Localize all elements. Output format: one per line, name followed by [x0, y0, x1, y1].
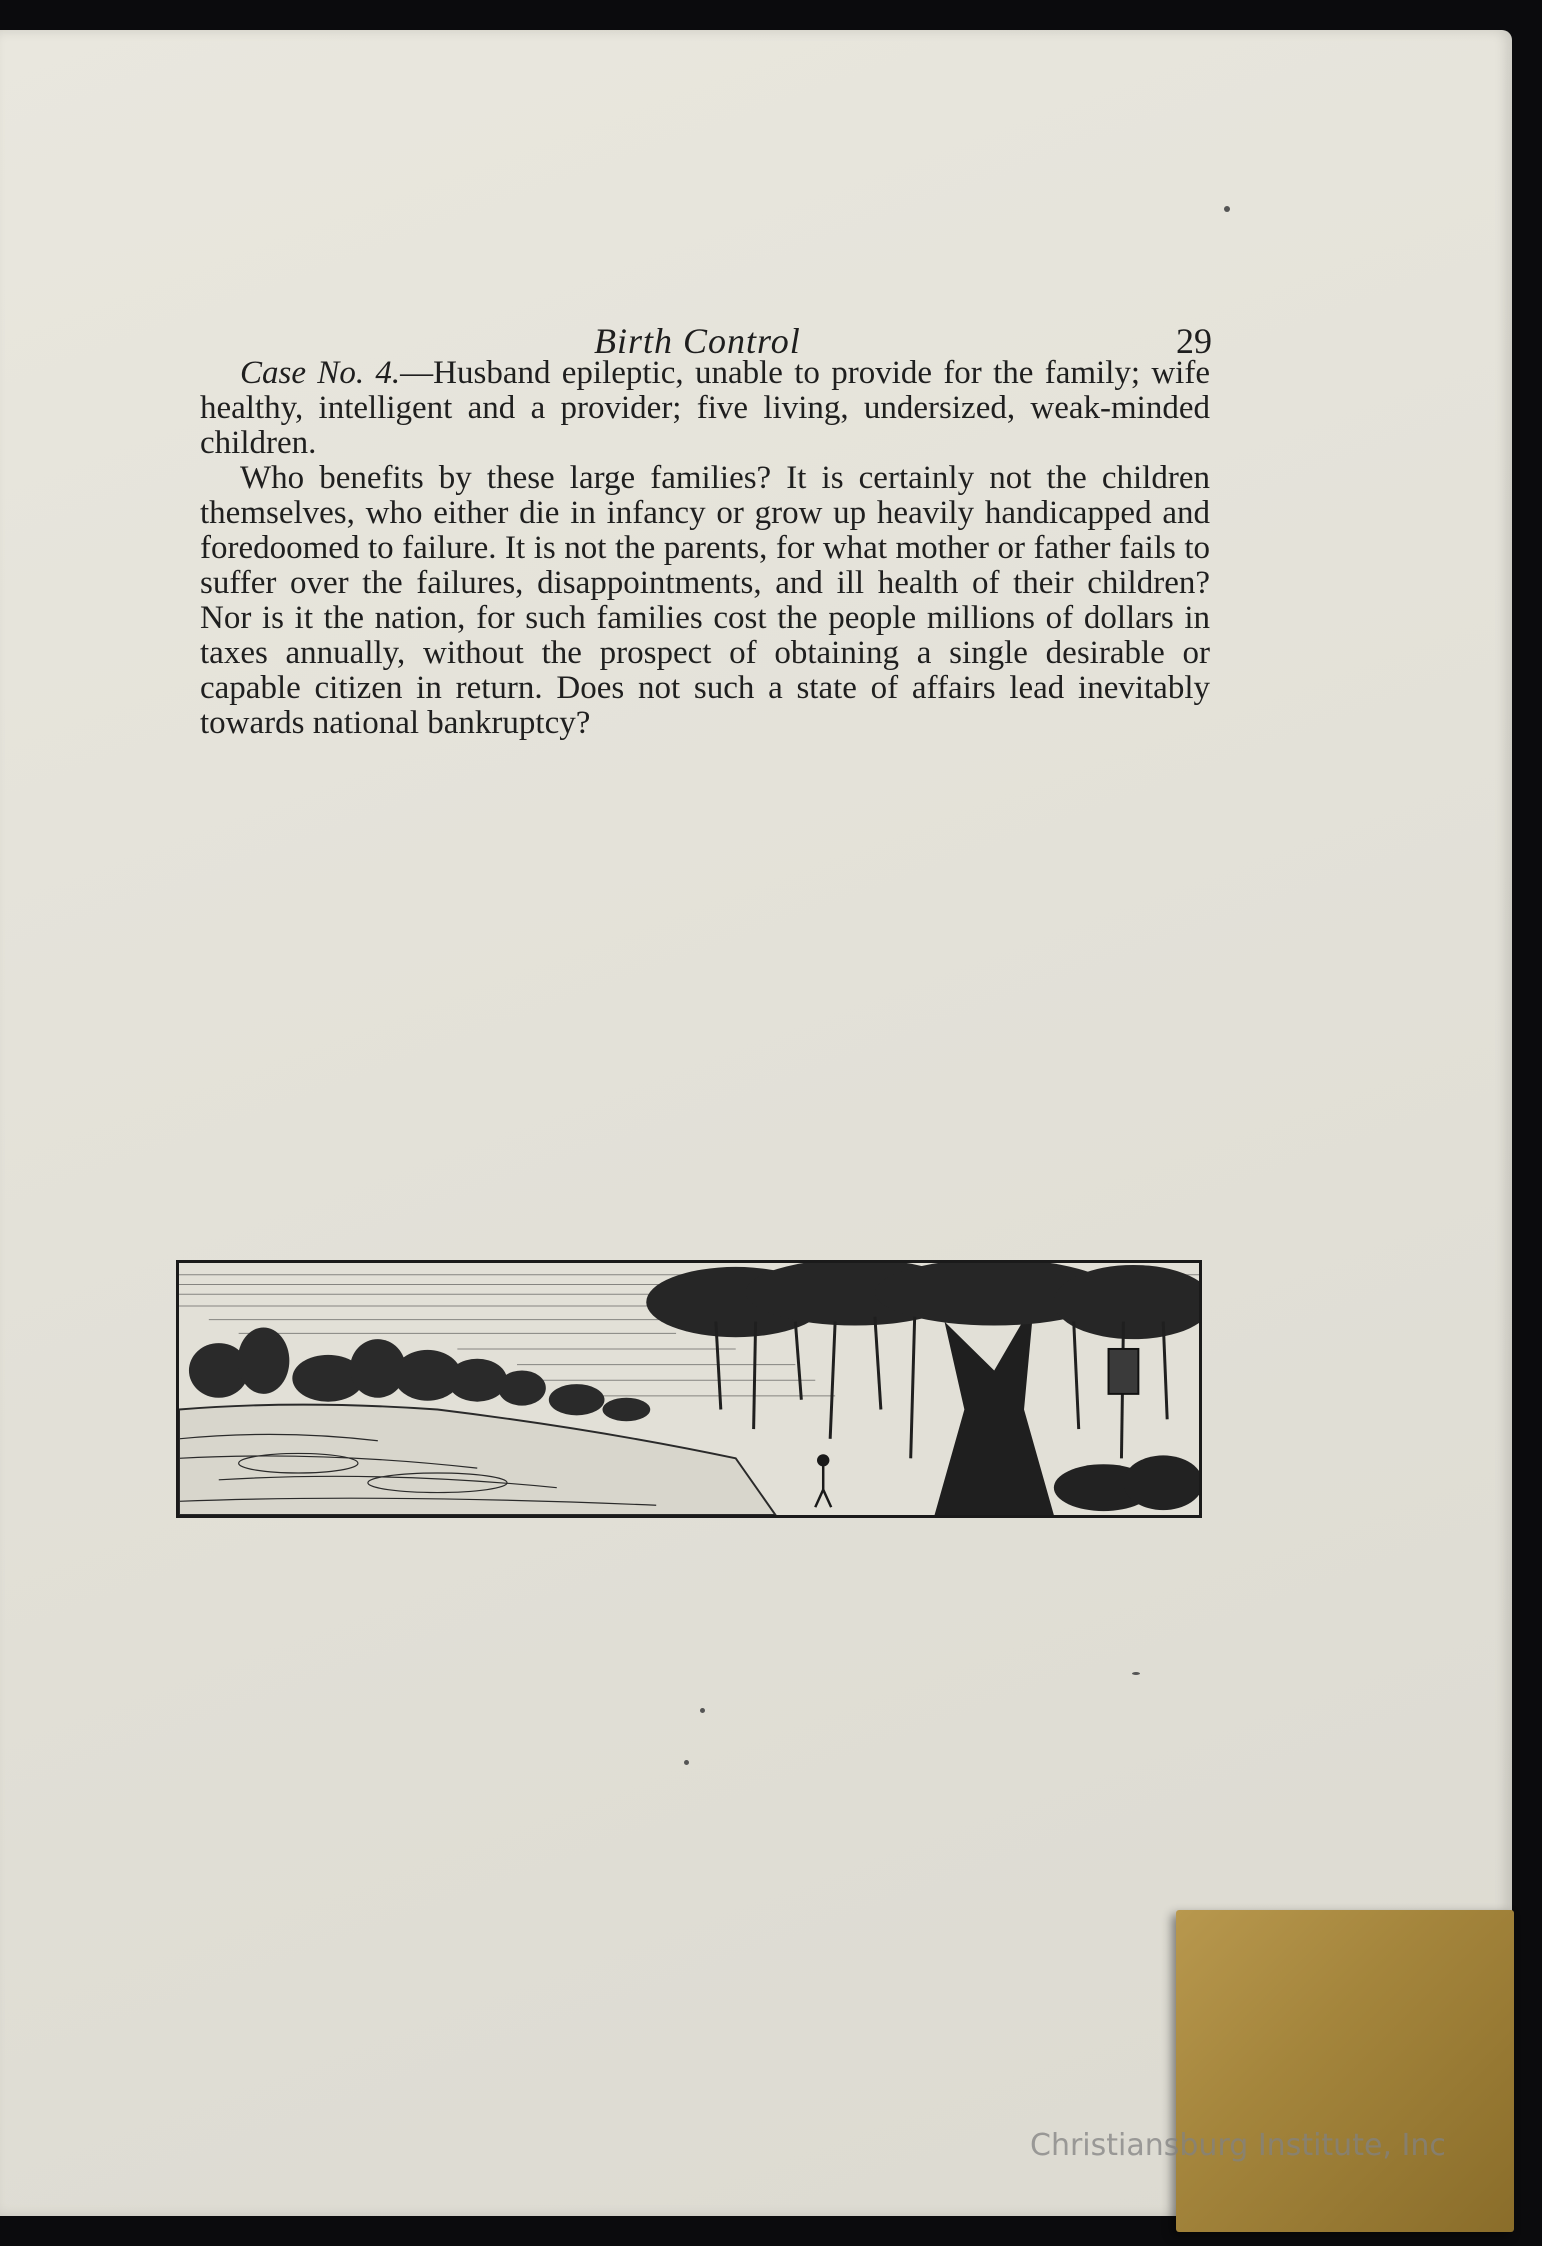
body-text [200, 356, 1210, 741]
paragraph-case-4 [200, 356, 1210, 461]
paper-speck [1132, 1672, 1140, 1675]
book-page [0, 30, 1512, 2216]
running-title: Birth Control [594, 321, 801, 361]
walking-figure [815, 1455, 831, 1507]
case-label: Case No. 4. [240, 355, 401, 391]
case-text: —Husband epileptic, unable to provide for the family; wife healthy, intelligent and a provider; five living, undersized, weak-minded children. [200, 355, 1210, 461]
running-head [0, 320, 1512, 360]
paragraph-who-benefits: Who benefits by these large families? It is certainly not the children themselves, who either die in infancy or grow up heavily handicapped and foredoomed to failure. It is not the parents, for what mother or father fails to suffer over the failures, disappointments, and ill health of their children? Nor is it the nation, for such families cost the people millions of dollars in taxes annually, without the prospect of obtaining a single desirable or capable citizen in return. Does not such a state of affairs lead inevitably towards national bankruptcy? [200, 460, 1210, 741]
paper-speck [1224, 206, 1230, 212]
paper-speck [700, 1708, 705, 1713]
landscape-engraving-art [179, 1263, 1199, 1515]
watermark: Christiansburg Institute, Inc [1030, 2128, 1446, 2163]
foreground-shrubs [1054, 1455, 1199, 1511]
gold-weight-block [1176, 1910, 1514, 2232]
page-number: 29 [1176, 321, 1212, 361]
paper-speck [684, 1760, 689, 1765]
landscape-engraving [176, 1260, 1202, 1518]
